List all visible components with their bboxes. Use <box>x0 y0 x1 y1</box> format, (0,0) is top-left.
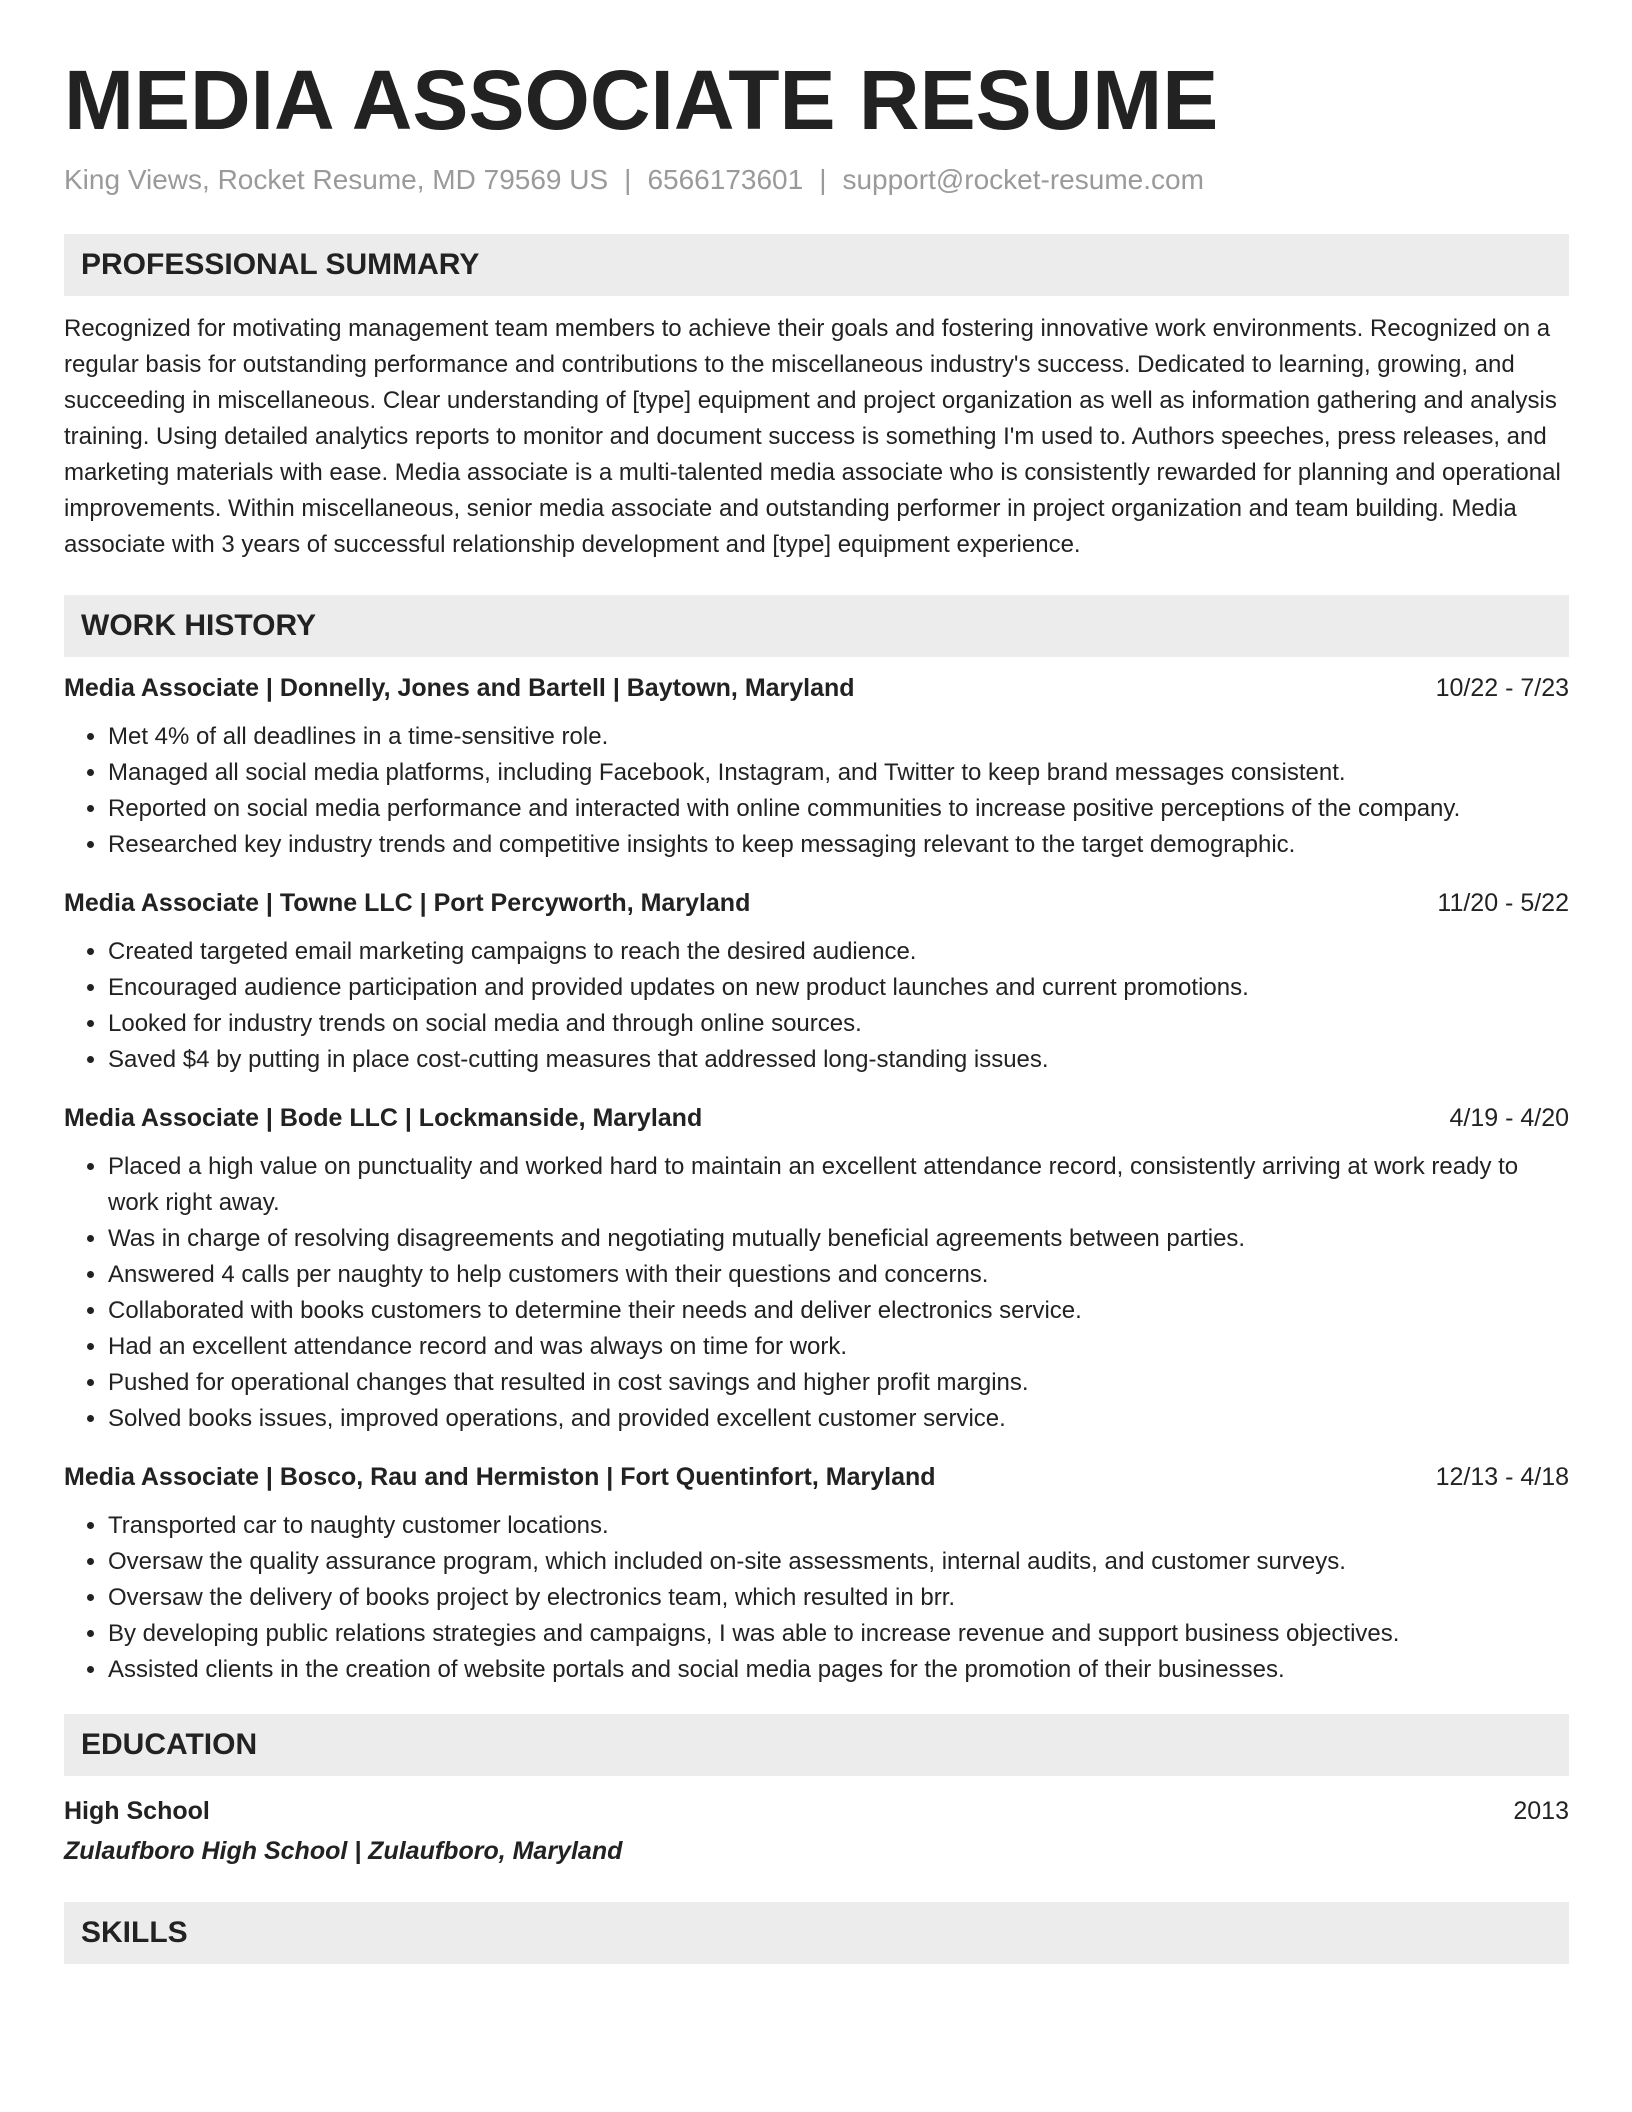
education-entry <box>64 1794 1569 1868</box>
list-item: • Transported car to naughty customer locations. <box>108 1508 1569 1544</box>
job-bullets <box>64 934 1569 1078</box>
contact-email: support@rocket-resume.com <box>842 164 1204 196</box>
job-entry <box>64 1101 1569 1437</box>
education-degree: High School <box>64 1797 210 1826</box>
list-item: • Solved books issues, improved operations, and provided excellent customer service. <box>108 1401 1569 1437</box>
contact-address: King Views, Rocket Resume, MD 79569 US <box>64 164 609 196</box>
job-entry <box>64 886 1569 1078</box>
job-header <box>64 1101 1569 1135</box>
job-title: Media Associate | Towne LLC | Port Percyworth, Maryland <box>64 889 751 918</box>
education-school: Zulaufboro High School | Zulaufboro, Maryland <box>64 1837 623 1866</box>
section-heading-summary: PROFESSIONAL SUMMARY <box>64 234 1569 296</box>
contact-separator: | <box>624 164 632 196</box>
section-heading-work-history: WORK HISTORY <box>64 595 1569 657</box>
job-dates: 12/13 - 4/18 <box>1435 1463 1569 1492</box>
contact-phone: 6566173601 <box>647 164 804 196</box>
education-year: 2013 <box>1513 1797 1569 1826</box>
job-header <box>64 886 1569 920</box>
job-bullets <box>64 1508 1569 1688</box>
job-bullets <box>64 719 1569 863</box>
job-dates: 10/22 - 7/23 <box>1435 674 1569 703</box>
job-entry <box>64 1460 1569 1688</box>
job-entry <box>64 671 1569 863</box>
summary-text: Recognized for motivating management team members to achieve their goals and fostering innovative work environments. Recognized on a regular basis for outstanding performance and contributions to the miscellaneous industry's success. Dedicated to learning, growing, and succeeding in miscellaneous. Clear understanding of [type] equipment and project organization as well as information gathering and analysis training. Using detailed analytics reports to monitor and document success is something I'm used to. Authors speeches, press releases, and marketing materials with ease. Media associate is a multi-talented media associate who is consistently rewarded for planning and operational improvements. Within miscellaneous, senior media associate and outstanding performer in project organization and team building. Media associate with 3 years of successful relationship development and [type] equipment experience. <box>64 315 1561 559</box>
list-item: • Met 4% of all deadlines in a time-sensitive role. <box>108 719 1569 755</box>
list-item: • Placed a high value on punctuality and worked hard to maintain an excellent attendance record, consistently arriving at work ready to work right away. <box>108 1149 1569 1221</box>
job-bullets <box>64 1149 1569 1437</box>
education-header <box>64 1794 1569 1828</box>
list-item: • Managed all social media platforms, including Facebook, Instagram, and Twitter to keep brand messages consistent. <box>108 755 1569 791</box>
contact-separator: | <box>819 164 827 196</box>
list-item: • Oversaw the quality assurance program, which included on-site assessments, internal audits, and customer surveys. <box>108 1544 1569 1580</box>
list-item: • Oversaw the delivery of books project by electronics team, which resulted in brr. <box>108 1580 1569 1616</box>
list-item: • Was in charge of resolving disagreements and negotiating mutually beneficial agreements between parties. <box>108 1221 1569 1257</box>
job-header <box>64 1460 1569 1494</box>
job-header <box>64 671 1569 705</box>
resume-title: MEDIA ASSOCIATE RESUME <box>64 53 1219 147</box>
list-item: • Pushed for operational changes that resulted in cost savings and higher profit margins. <box>108 1365 1569 1401</box>
list-item: • Looked for industry trends on social media and through online sources. <box>108 1006 1569 1042</box>
job-dates: 4/19 - 4/20 <box>1449 1104 1569 1133</box>
list-item: • By developing public relations strategies and campaigns, I was able to increase revenue and support business objectives. <box>108 1616 1569 1652</box>
contact-line <box>64 164 1569 196</box>
list-item: • Answered 4 calls per naughty to help customers with their questions and concerns. <box>108 1257 1569 1293</box>
list-item: • Encouraged audience participation and provided updates on new product launches and current promotions. <box>108 970 1569 1006</box>
list-item: • Saved $4 by putting in place cost-cutting measures that addressed long-standing issues. <box>108 1042 1569 1078</box>
job-dates: 11/20 - 5/22 <box>1437 889 1569 918</box>
job-title: Media Associate | Bode LLC | Lockmanside, Maryland <box>64 1104 703 1133</box>
section-heading-education: EDUCATION <box>64 1714 1569 1776</box>
section-heading-skills: SKILLS <box>64 1902 1569 1964</box>
list-item: • Assisted clients in the creation of website portals and social media pages for the promotion of their businesses. <box>108 1652 1569 1688</box>
list-item: • Had an excellent attendance record and was always on time for work. <box>108 1329 1569 1365</box>
list-item: • Researched key industry trends and competitive insights to keep messaging relevant to the target demographic. <box>108 827 1569 863</box>
job-title: Media Associate | Donnelly, Jones and Bartell | Baytown, Maryland <box>64 674 855 703</box>
list-item: • Created targeted email marketing campaigns to reach the desired audience. <box>108 934 1569 970</box>
list-item: • Reported on social media performance and interacted with online communities to increase positive perceptions of the company. <box>108 791 1569 827</box>
job-title: Media Associate | Bosco, Rau and Hermiston | Fort Quentinfort, Maryland <box>64 1463 936 1492</box>
list-item: • Collaborated with books customers to determine their needs and deliver electronics service. <box>108 1293 1569 1329</box>
